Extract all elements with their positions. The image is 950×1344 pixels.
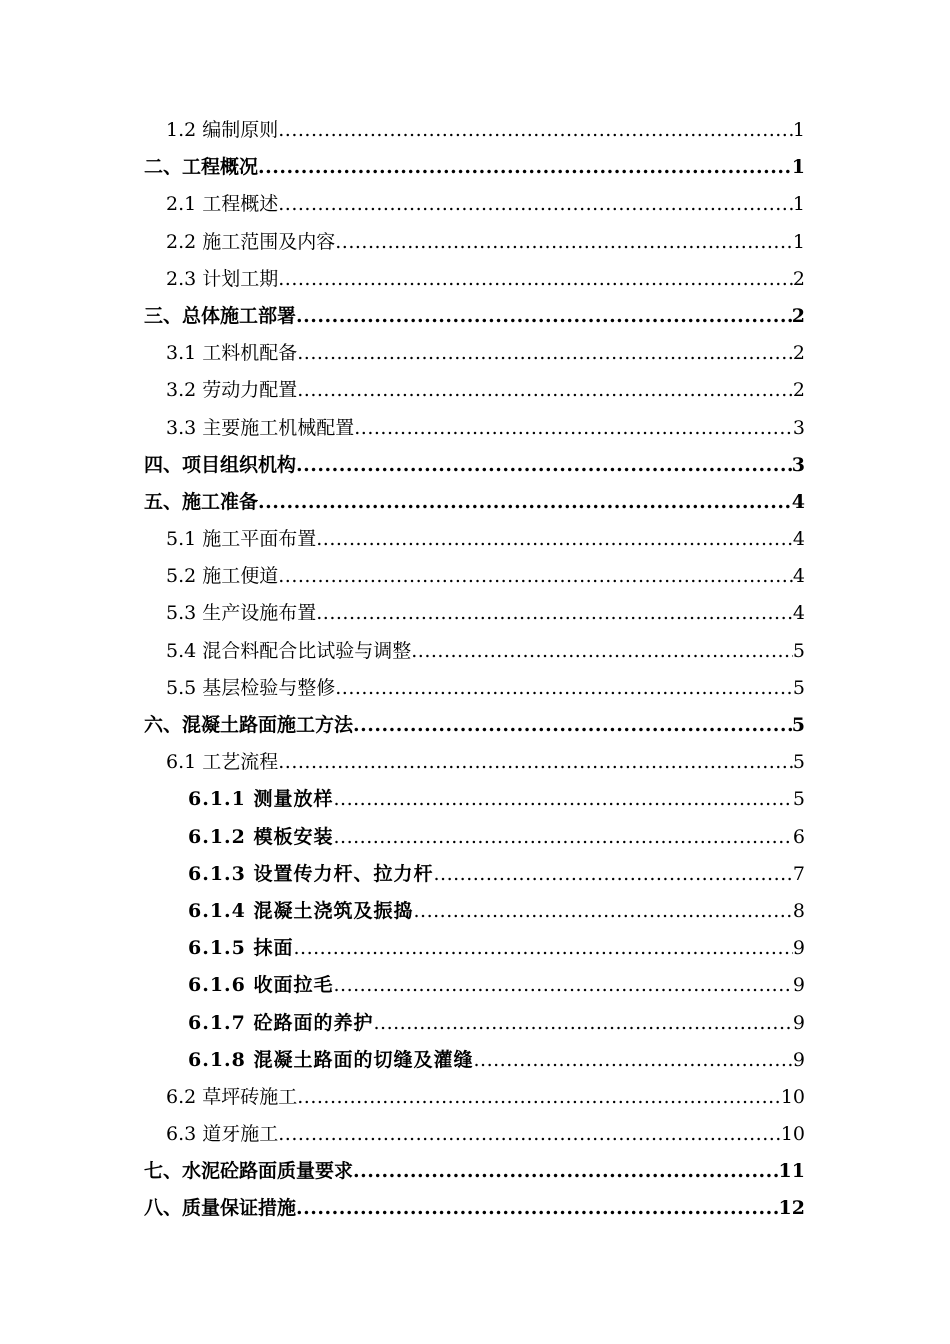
toc-entry-title: 2.2 施工范围及内容 (166, 230, 336, 253)
toc-dot-leader (474, 1042, 793, 1079)
toc-entry[interactable] (0, 186, 950, 223)
toc-dot-leader (278, 558, 793, 595)
toc-entry[interactable] (0, 707, 950, 744)
toc-entry-page-number: 10 (780, 1085, 805, 1108)
toc-entry-page-number: 9 (792, 1048, 805, 1071)
toc-dot-leader (335, 670, 793, 707)
toc-entry[interactable] (0, 1042, 950, 1079)
toc-entry-title: 二、工程概况 (144, 156, 259, 179)
toc-entry-page-number: 6 (792, 825, 805, 848)
toc-entry[interactable] (0, 447, 950, 484)
toc-dot-leader (278, 186, 793, 223)
toc-entry[interactable] (0, 819, 950, 856)
toc-entry[interactable] (0, 335, 950, 372)
toc-entry-title: 6.1.7 砼路面的养护 (188, 1011, 374, 1034)
toc-entry-page-number: 3 (791, 453, 805, 476)
toc-entry-title: 6.1 工艺流程 (166, 751, 279, 774)
toc-entry[interactable] (0, 112, 950, 149)
table-of-contents (0, 112, 950, 1228)
toc-dot-leader (278, 261, 793, 298)
toc-entry-page-number: 2 (791, 304, 805, 327)
toc-entry[interactable] (0, 967, 950, 1004)
toc-dot-leader (258, 149, 792, 186)
toc-entry-title: 6.1.3 设置传力杆、拉力杆 (188, 862, 434, 885)
toc-entry-page-number: 4 (792, 602, 805, 625)
toc-dot-leader (297, 372, 793, 409)
toc-dot-leader (334, 781, 793, 818)
toc-entry-title: 5.3 生产设施布置 (166, 602, 317, 625)
toc-entry-title: 七、水泥砼路面质量要求 (144, 1160, 354, 1183)
toc-dot-leader (334, 967, 793, 1004)
toc-entry-title: 6.1.8 混凝土路面的切缝及灌缝 (188, 1048, 474, 1071)
toc-entry[interactable] (0, 1153, 950, 1190)
toc-entry-title: 八、质量保证措施 (144, 1197, 297, 1220)
toc-entry[interactable] (0, 595, 950, 632)
toc-entry-page-number: 11 (778, 1160, 805, 1183)
toc-dot-leader (296, 1190, 779, 1227)
toc-entry[interactable] (0, 261, 950, 298)
toc-dot-leader (353, 707, 792, 744)
toc-entry-page-number: 4 (792, 528, 805, 551)
toc-entry-page-number: 7 (792, 862, 805, 885)
toc-entry[interactable] (0, 893, 950, 930)
toc-dot-leader (434, 856, 793, 893)
toc-entry-title: 6.1.6 收面拉毛 (188, 974, 334, 997)
toc-entry-page-number: 8 (792, 899, 805, 922)
toc-entry-page-number: 4 (791, 490, 805, 513)
toc-entry[interactable] (0, 633, 950, 670)
toc-dot-leader (297, 335, 793, 372)
toc-dot-leader (354, 410, 793, 447)
toc-entry-page-number: 3 (792, 416, 805, 439)
toc-entry-title: 5.2 施工便道 (166, 565, 279, 588)
toc-entry[interactable] (0, 670, 950, 707)
toc-dot-leader (294, 930, 793, 967)
toc-entry-page-number: 5 (792, 676, 805, 699)
toc-dot-leader (411, 633, 793, 670)
toc-entry[interactable] (0, 558, 950, 595)
toc-entry-page-number: 1 (791, 156, 805, 179)
toc-entry-page-number: 5 (792, 751, 805, 774)
toc-entry-page-number: 9 (792, 937, 805, 960)
toc-entry-title: 6.3 道牙施工 (166, 1123, 279, 1146)
toc-dot-leader (278, 1116, 781, 1153)
toc-dot-leader (258, 484, 792, 521)
toc-dot-leader (316, 595, 793, 632)
toc-entry-title: 6.1.1 测量放样 (188, 788, 334, 811)
toc-dot-leader (374, 1005, 793, 1042)
toc-entry-title: 2.1 工程概述 (166, 193, 279, 216)
toc-entry[interactable] (0, 1116, 950, 1153)
toc-entry[interactable] (0, 856, 950, 893)
toc-entry-title: 四、项目组织机构 (144, 453, 297, 476)
toc-entry[interactable] (0, 930, 950, 967)
toc-entry[interactable] (0, 410, 950, 447)
toc-entry[interactable] (0, 372, 950, 409)
toc-dot-leader (297, 1079, 781, 1116)
toc-entry[interactable] (0, 298, 950, 335)
toc-dot-leader (334, 819, 793, 856)
toc-entry-page-number: 1 (792, 193, 805, 216)
toc-entry-page-number: 1 (792, 230, 805, 253)
toc-entry-title: 6.1.4 混凝土浇筑及振捣 (188, 899, 414, 922)
toc-entry-title: 3.2 劳动力配置 (166, 379, 298, 402)
toc-dot-leader (296, 298, 792, 335)
toc-entry[interactable] (0, 1005, 950, 1042)
toc-entry-page-number: 2 (792, 342, 805, 365)
toc-entry-title: 三、总体施工部署 (144, 304, 297, 327)
toc-entry[interactable] (0, 224, 950, 261)
toc-entry-title: 5.1 施工平面布置 (166, 528, 317, 551)
toc-entry-page-number: 9 (792, 974, 805, 997)
toc-entry-title: 五、施工准备 (144, 490, 259, 513)
toc-entry-page-number: 10 (780, 1123, 805, 1146)
toc-entry-title: 1.2 编制原则 (166, 119, 279, 141)
toc-entry[interactable] (0, 1079, 950, 1116)
toc-entry-title: 六、混凝土路面施工方法 (144, 714, 354, 736)
toc-entry-title: 5.4 混合料配合比试验与调整 (166, 639, 412, 662)
toc-entry-title: 3.1 工料机配备 (166, 342, 298, 365)
toc-entry-page-number: 12 (778, 1197, 805, 1220)
toc-dot-leader (414, 893, 793, 930)
toc-entry[interactable] (0, 484, 950, 521)
toc-dot-leader (278, 112, 793, 149)
toc-dot-leader (353, 1153, 779, 1190)
toc-dot-leader (316, 521, 793, 558)
toc-entry[interactable] (0, 521, 950, 558)
toc-entry[interactable] (0, 149, 950, 186)
toc-dot-leader (278, 744, 793, 781)
toc-entry-page-number: 5 (792, 788, 805, 811)
toc-entry-title: 6.2 草坪砖施工 (166, 1085, 298, 1108)
toc-entry-page-number: 5 (791, 714, 805, 736)
toc-entry-page-number: 2 (792, 267, 805, 290)
toc-dot-leader (335, 224, 793, 261)
toc-entry-page-number: 5 (792, 639, 805, 662)
toc-dot-leader (296, 447, 792, 484)
toc-entry-page-number: 1 (792, 119, 805, 141)
toc-entry-title: 6.1.2 模板安装 (188, 825, 334, 848)
toc-entry-title: 2.3 计划工期 (166, 267, 279, 290)
toc-entry-page-number: 2 (792, 379, 805, 402)
toc-entry-title: 3.3 主要施工机械配置 (166, 416, 355, 439)
toc-entry-page-number: 4 (792, 565, 805, 588)
toc-entry[interactable] (0, 781, 950, 818)
toc-entry[interactable] (0, 744, 950, 781)
toc-entry-page-number: 9 (792, 1011, 805, 1034)
toc-entry-title: 5.5 基层检验与整修 (166, 676, 336, 699)
toc-entry-title: 6.1.5 抹面 (188, 937, 294, 960)
toc-entry[interactable] (0, 1190, 950, 1227)
